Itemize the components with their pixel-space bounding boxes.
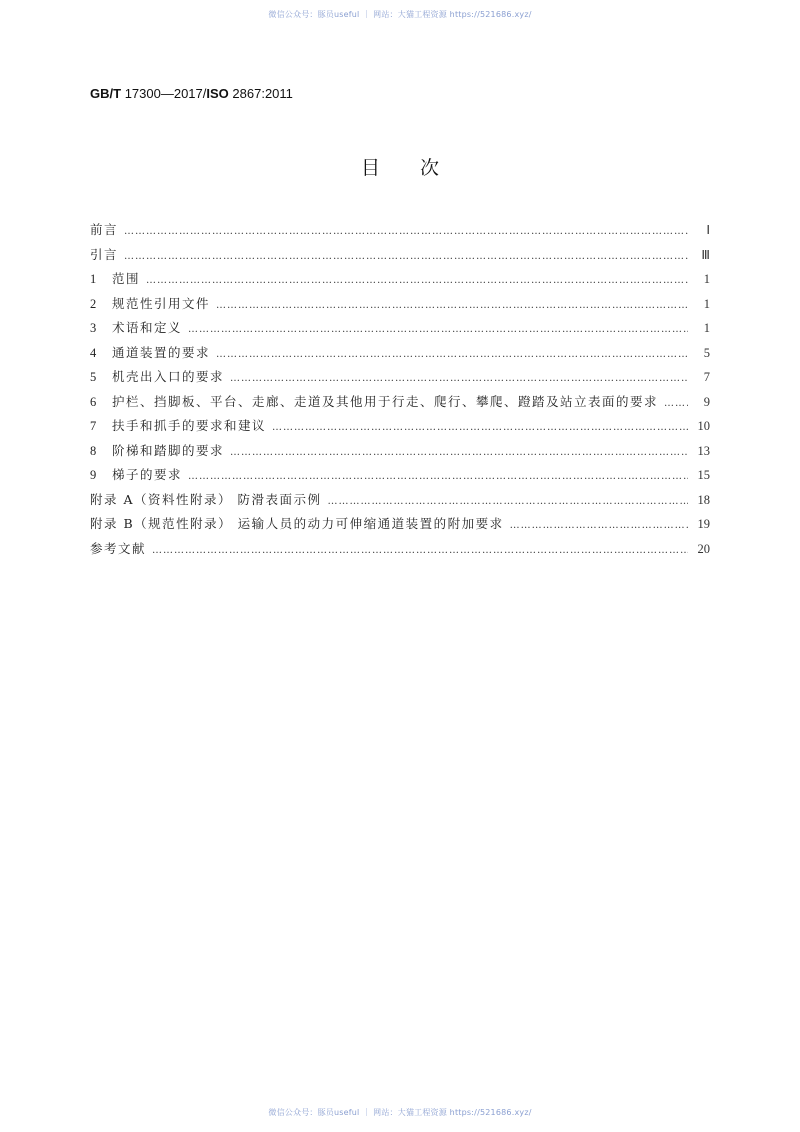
toc-entry-text: 扶手和抓手的要求和建议 bbox=[112, 418, 267, 433]
toc-entry-page: 13 bbox=[697, 443, 710, 458]
toc-entry-label bbox=[90, 390, 658, 415]
watermark-top: 微信公众号：豚员useful ｜ 网站：大猫工程资源 https://521686.xyz/ bbox=[268, 10, 532, 19]
toc-entry-page: 10 bbox=[697, 419, 710, 433]
toc-entry[interactable] bbox=[90, 390, 710, 415]
toc-entry[interactable] bbox=[90, 414, 710, 439]
toc-entry-label bbox=[90, 488, 321, 513]
toc-leader-dots bbox=[510, 514, 688, 539]
toc-entry-label bbox=[90, 537, 146, 562]
toc-entry-text: 通道装置的要求 bbox=[112, 344, 211, 360]
toc-entry-text: 参考文献 bbox=[90, 540, 147, 556]
toc-leader-dots bbox=[272, 416, 688, 441]
toc-entry-label bbox=[90, 267, 140, 292]
toc-entry-label bbox=[90, 512, 504, 537]
toc-entry-label bbox=[90, 365, 224, 390]
toc-entry-page: 15 bbox=[697, 468, 710, 482]
toc-entry-page: 1 bbox=[703, 272, 710, 286]
toc-entry-number: 2 bbox=[90, 296, 97, 311]
toc-leader-dots bbox=[124, 220, 688, 245]
page-title: 目次 bbox=[360, 157, 479, 179]
toc-entry-text: 引言 bbox=[90, 246, 119, 262]
toc-entry-text: 梯子的要求 bbox=[112, 467, 183, 482]
toc-entry-number: 8 bbox=[90, 443, 97, 458]
toc-entry-text: 附录 A（资料性附录） 防滑表面示例 bbox=[90, 491, 322, 507]
toc-entry-text: 范围 bbox=[112, 271, 141, 286]
toc-entry[interactable] bbox=[90, 243, 710, 268]
toc-entry[interactable] bbox=[90, 341, 710, 366]
toc-entry-page: 1 bbox=[703, 296, 710, 311]
toc-entry-page: 7 bbox=[703, 370, 710, 384]
toc-entry[interactable] bbox=[90, 218, 710, 243]
toc-entry[interactable] bbox=[90, 439, 710, 464]
toc-entry-label bbox=[90, 316, 182, 341]
toc-leader-dots bbox=[327, 490, 688, 515]
toc-entry-number: 5 bbox=[90, 370, 97, 384]
toc-entry-text: 规范性引用文件 bbox=[112, 295, 211, 311]
toc-entry[interactable] bbox=[90, 512, 710, 537]
toc-leader-dots bbox=[188, 465, 688, 490]
toc-entry[interactable] bbox=[90, 316, 710, 341]
code-number: 17300—2017/ bbox=[124, 86, 207, 101]
toc-leader-dots bbox=[188, 318, 688, 343]
toc-leader-dots bbox=[146, 269, 688, 294]
toc-leader-dots bbox=[216, 294, 688, 319]
toc-entry-text: 附录 B（规范性附录） 运输人员的动力可伸缩通道装置的附加要求 bbox=[90, 516, 504, 531]
toc-entry-label bbox=[90, 218, 118, 243]
toc-entry-page: 5 bbox=[703, 345, 710, 360]
toc-entry-text: 前言 bbox=[90, 222, 119, 237]
toc-entry-page: 19 bbox=[697, 517, 710, 531]
toc-entry-number: 4 bbox=[90, 345, 97, 360]
toc-leader-dots bbox=[230, 367, 688, 392]
code-iso-number: 2867:2011 bbox=[232, 86, 293, 101]
toc-entry-page: 20 bbox=[697, 541, 710, 556]
toc-entry[interactable] bbox=[90, 488, 710, 513]
code-prefix: GB/T bbox=[90, 86, 122, 101]
toc-entry-page: Ⅲ bbox=[701, 247, 710, 262]
toc-entry[interactable] bbox=[90, 292, 710, 317]
toc-entry-label bbox=[90, 439, 224, 464]
toc-leader-dots bbox=[124, 245, 688, 270]
toc-entry-number: 7 bbox=[90, 419, 97, 433]
toc-leader-dots bbox=[216, 343, 688, 368]
toc-leader-dots bbox=[152, 539, 688, 564]
toc-entry[interactable] bbox=[90, 463, 710, 488]
toc-entry-text: 阶梯和踏脚的要求 bbox=[112, 442, 225, 458]
code-iso: ISO bbox=[206, 86, 229, 101]
toc-entry-number: 9 bbox=[90, 468, 97, 482]
toc-entry-text: 术语和定义 bbox=[112, 320, 183, 335]
toc-entry-label bbox=[90, 243, 118, 268]
toc-leader-dots bbox=[230, 441, 688, 466]
toc-entry-page: Ⅰ bbox=[706, 223, 710, 237]
toc-entry-page: 9 bbox=[703, 394, 710, 409]
toc-entry-label bbox=[90, 414, 266, 439]
toc-entry[interactable] bbox=[90, 267, 710, 292]
toc-entry-label bbox=[90, 463, 182, 488]
toc-entry[interactable] bbox=[90, 365, 710, 390]
toc-entry-label bbox=[90, 341, 210, 366]
toc-entry-text: 机壳出入口的要求 bbox=[112, 369, 225, 384]
watermark-bottom: 微信公众号：豚员useful ｜ 网站：大猫工程资源 https://521686.xyz/ bbox=[268, 1108, 532, 1117]
toc-entry-label bbox=[90, 292, 210, 317]
toc-entry-number: 6 bbox=[90, 394, 97, 409]
standard-code bbox=[90, 86, 293, 101]
toc-entry[interactable] bbox=[90, 537, 710, 562]
toc-entry-page: 1 bbox=[703, 321, 710, 335]
toc-entry-number: 3 bbox=[90, 321, 97, 335]
toc-entry-page: 18 bbox=[697, 492, 710, 507]
toc-entry-number: 1 bbox=[90, 272, 97, 286]
table-of-contents bbox=[90, 218, 710, 561]
toc-entry-text: 护栏、挡脚板、平台、走廊、走道及其他用于行走、爬行、攀爬、蹬踏及站立表面的要求 bbox=[112, 393, 659, 409]
toc-leader-dots bbox=[664, 392, 688, 417]
